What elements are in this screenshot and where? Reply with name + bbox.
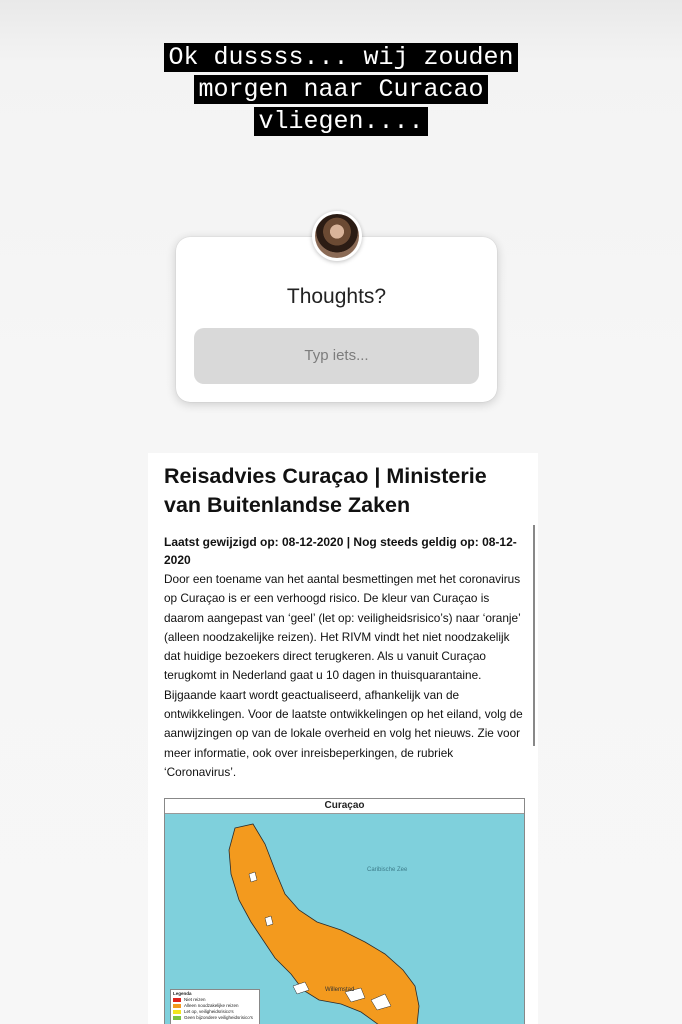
article-body: Door een toename van het aantal besmettingen met het coronavirus op Curaçao is er een verhoogd risico. De kleur van Curaçao is daarom aangepast van ‘geel’ (let op: veiligheidsrisico’s) naar ‘oranje’ (alleen noodzakelijke reizen). Het RIVM vindt het niet noodzakelijk dat huidige bezoekers direct terugkeren. Als u vanuit Curaçao terugkomt in Nederland gaat u 10 dagen in thuisquarantaine. Bijgaande kaart wordt geactualiseerd, afhankelijk van de ontwikkelingen. Voor de laatste ontwikkelingen op het eiland, volg de aanwijzingen op van de lokale overheid en volg het nieuws. Zie voor meer informatie, ook over inreisbeperkingen, de rubriek ‘Coronavirus’. xyxy=(164,572,523,779)
map-legend xyxy=(170,989,260,1024)
legend-label: Geen bijzondere veiligheidsrisico's xyxy=(184,1015,253,1020)
caption-line-3: vliegen.... xyxy=(254,107,427,136)
question-sticker[interactable] xyxy=(176,237,497,402)
legend-label: Let op, veiligheidsrisico's xyxy=(184,1009,234,1014)
article-meta: Laatst gewijzigd op: 08-12-2020 | Nog steeds geldig op: 08-12-2020 xyxy=(164,535,517,567)
map-sea xyxy=(165,814,524,1024)
legend-label: Alleen noodzakelijke reizen xyxy=(184,1003,239,1008)
legend-label: Niet reizen xyxy=(184,997,206,1002)
story-caption xyxy=(0,42,682,138)
legend-swatch xyxy=(173,998,181,1002)
avatar xyxy=(312,211,362,261)
caption-line-1: Ok dussss... wij zouden xyxy=(164,43,517,72)
legend-swatch xyxy=(173,1004,181,1008)
legend-title: Legenda xyxy=(173,991,192,996)
legend-swatch xyxy=(173,1016,181,1020)
scrollbar[interactable] xyxy=(533,525,535,746)
article-title: Reisadvies Curaçao | Ministerie van Buitenlandse Zaken xyxy=(164,464,487,517)
answer-input[interactable]: Typ iets... xyxy=(194,328,479,384)
city-label: Willemstad xyxy=(325,987,355,993)
legend-row xyxy=(173,1015,257,1021)
legend-swatch xyxy=(173,1010,181,1014)
travel-advice-map xyxy=(164,798,525,1024)
caption-line-2: morgen naar Curacao xyxy=(194,75,487,104)
sea-label: Caribische Zee xyxy=(367,867,408,873)
article-screenshot xyxy=(148,453,538,1024)
map-title: Curaçao xyxy=(165,799,524,814)
profile-photo xyxy=(315,214,359,258)
question-title: Thoughts? xyxy=(286,285,387,308)
